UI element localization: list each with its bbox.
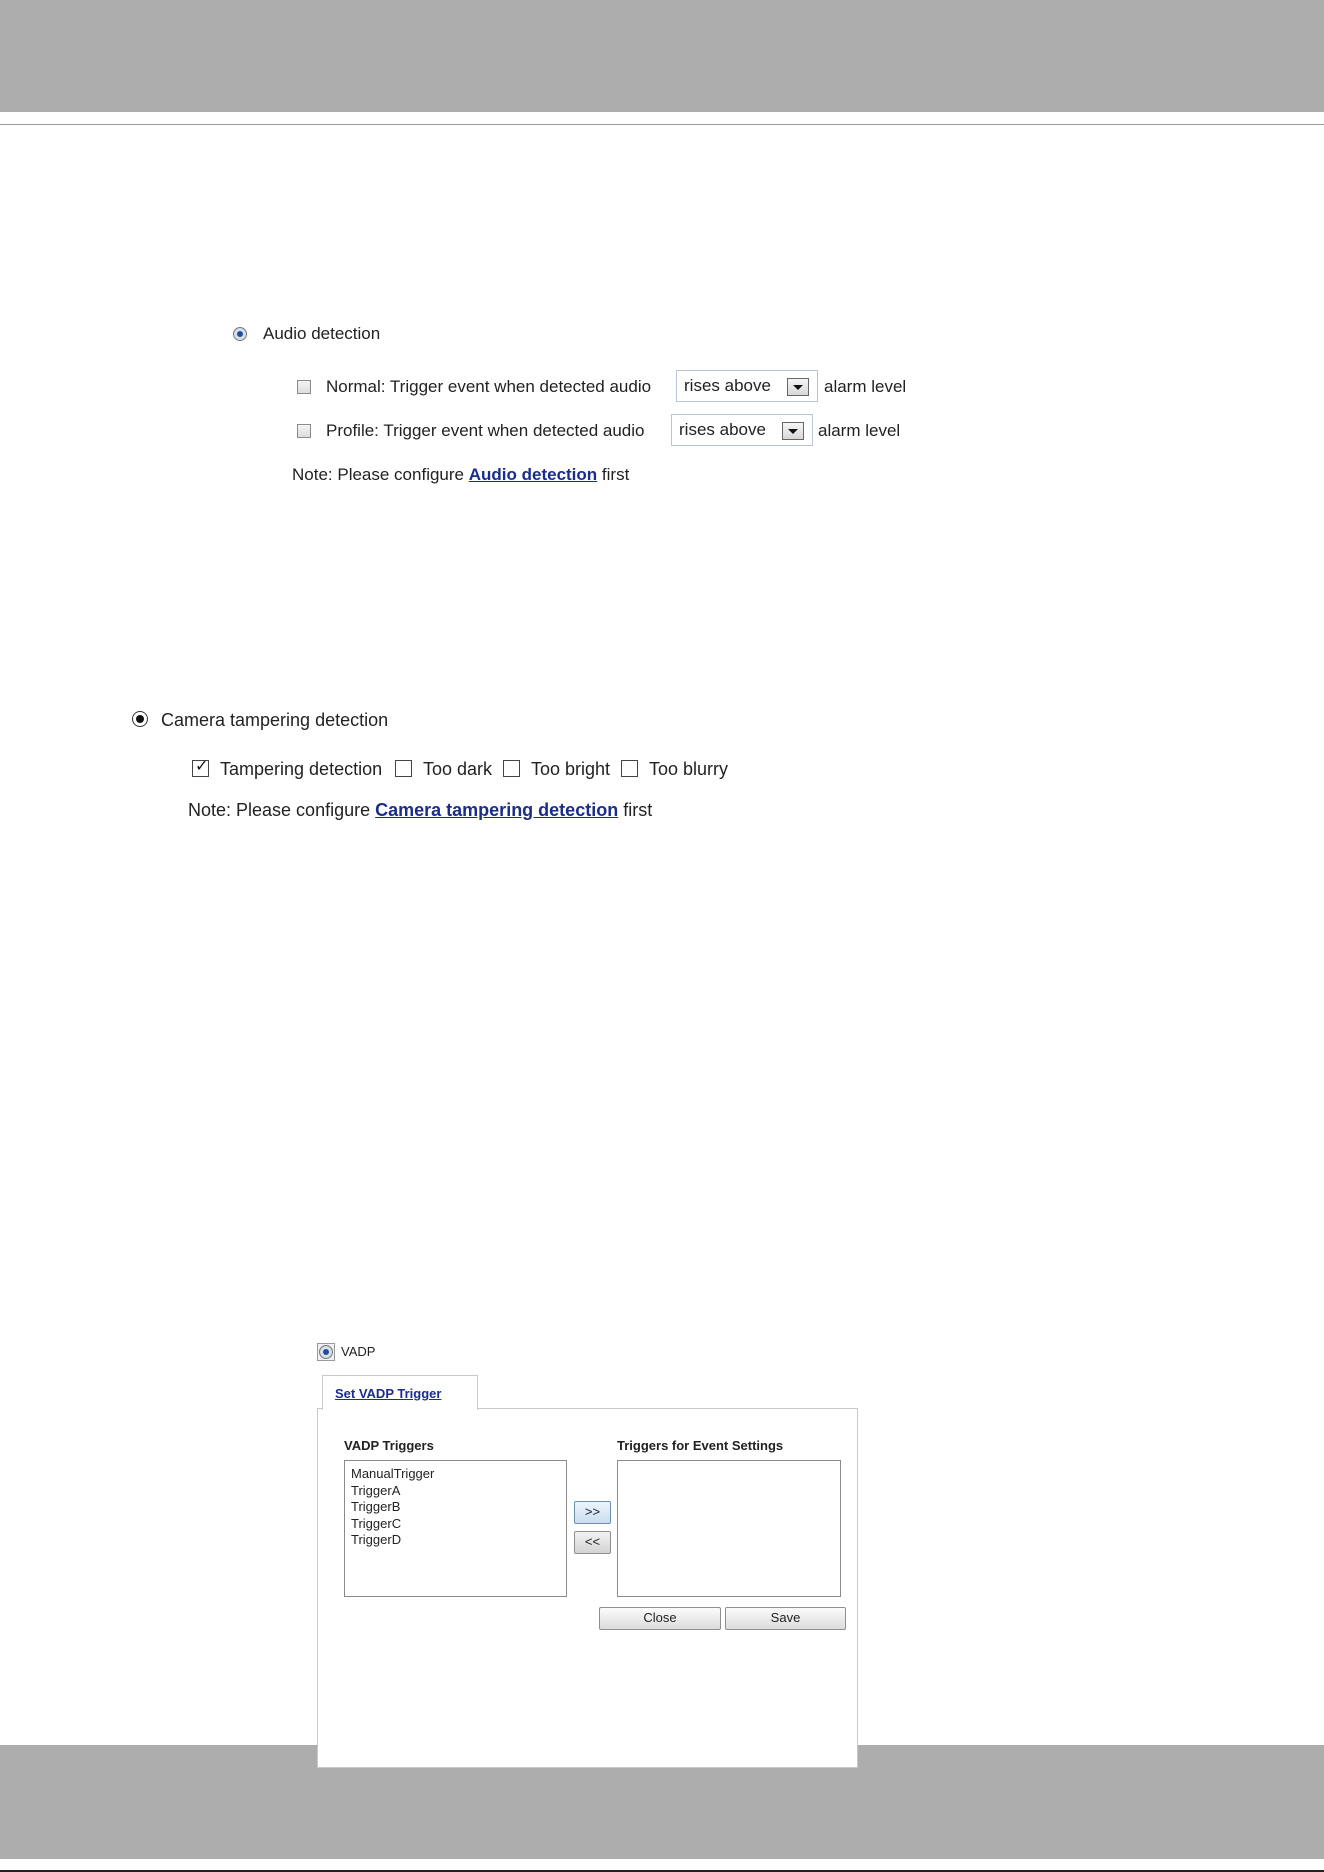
vadp-radio[interactable] <box>319 1345 333 1359</box>
list-item[interactable]: TriggerC <box>351 1515 402 1531</box>
profile-level-select[interactable] <box>671 414 813 446</box>
chevron-down-icon[interactable] <box>782 422 804 440</box>
header-divider <box>0 124 1324 125</box>
camera-tampering-label: Camera tampering detection <box>161 710 389 730</box>
audio-detection-label: Audio detection <box>263 324 381 343</box>
vadp-radio-frame[interactable] <box>317 1343 335 1361</box>
profile-alarm-level-label: alarm level <box>818 421 901 440</box>
normal-level-select[interactable] <box>676 370 818 402</box>
tampering-detection-label: Tampering detection <box>220 759 383 779</box>
chevron-down-icon[interactable] <box>787 378 809 396</box>
too-bright-label: Too bright <box>531 759 611 779</box>
too-blurry-checkbox[interactable] <box>621 760 638 777</box>
profile-level-value: rises above <box>679 420 766 439</box>
too-bright-checkbox[interactable] <box>503 760 520 777</box>
vadp-triggers-header: VADP Triggers <box>344 1438 434 1453</box>
normal-trigger-checkbox[interactable] <box>297 380 311 394</box>
top-banner <box>0 0 1324 112</box>
tab-set-vadp-trigger-label[interactable]: Set VADP Trigger <box>335 1386 442 1401</box>
remove-trigger-button[interactable]: << <box>574 1531 611 1554</box>
vadp-triggers-list[interactable] <box>344 1460 567 1597</box>
save-button[interactable]: Save <box>725 1607 846 1630</box>
event-triggers-header: Triggers for Event Settings <box>617 1438 784 1453</box>
list-item[interactable]: TriggerD <box>351 1532 402 1547</box>
checkmark-icon: ✓ <box>195 758 209 775</box>
tampering-detection-checkbox[interactable] <box>192 760 209 777</box>
normal-level-value: rises above <box>684 376 771 395</box>
list-item[interactable]: TriggerB <box>351 1499 401 1514</box>
normal-alarm-level-label: alarm level <box>824 377 907 396</box>
event-triggers-list[interactable] <box>617 1460 841 1597</box>
profile-trigger-checkbox[interactable] <box>297 424 311 438</box>
tamper-note: Note: Please configure Camera tampering detection first <box>188 800 653 820</box>
audio-detection-link[interactable]: Audio detection <box>468 465 598 484</box>
add-trigger-button[interactable]: >> <box>574 1501 611 1524</box>
tab-set-vadp-trigger[interactable] <box>322 1375 478 1410</box>
list-item[interactable]: TriggerA <box>351 1482 401 1498</box>
close-button[interactable]: Close <box>599 1607 721 1630</box>
vadp-label: VADP <box>341 1344 376 1359</box>
camera-tampering-radio[interactable] <box>132 711 148 727</box>
camera-tampering-link[interactable]: Camera tampering detection <box>375 800 619 820</box>
audio-detection-radio[interactable] <box>233 327 247 341</box>
audio-note: Note: Please configure Audio detection first <box>292 465 630 484</box>
list-item[interactable]: ManualTrigger <box>351 1466 435 1481</box>
too-dark-label: Too dark <box>423 759 493 779</box>
profile-trigger-label: Profile: Trigger event when detected audio <box>326 421 645 440</box>
too-blurry-label: Too blurry <box>649 759 729 779</box>
normal-trigger-label: Normal: Trigger event when detected audio <box>326 377 652 396</box>
too-dark-checkbox[interactable] <box>395 760 412 777</box>
